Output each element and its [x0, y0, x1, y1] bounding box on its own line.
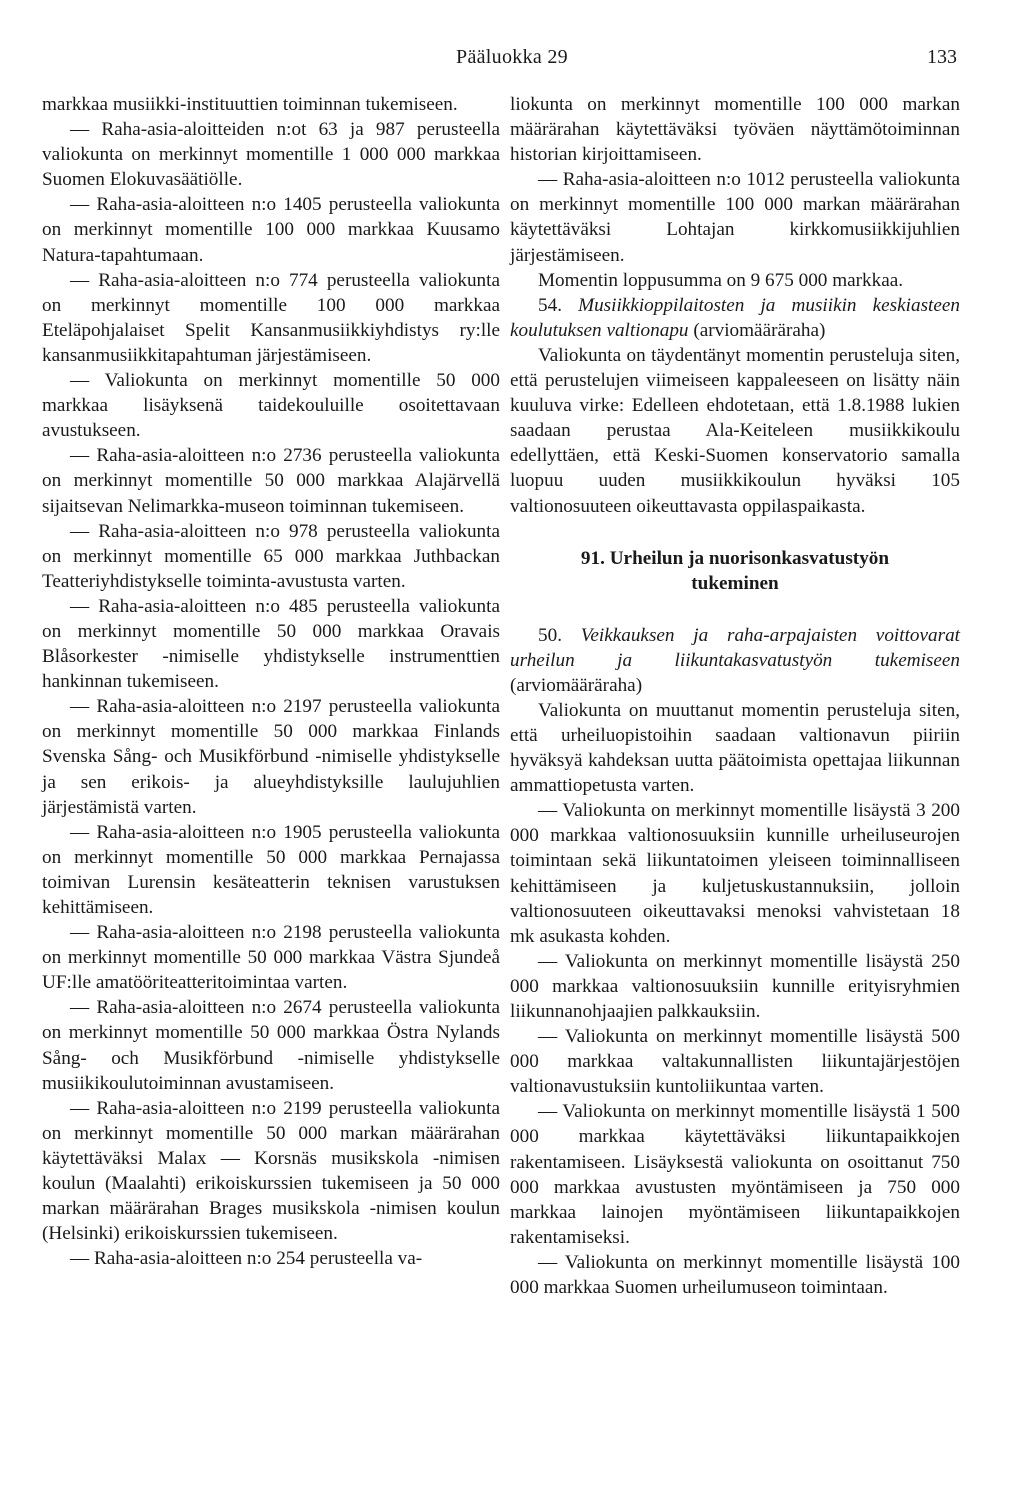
item-title: Musiikkioppilaitosten ja musiikin keskiasteen koulutuksen valtionapu: [510, 294, 960, 341]
right-column: [510, 92, 960, 1300]
item-number: 50.: [538, 624, 562, 646]
item-suffix: (arviomääräraha): [693, 319, 826, 341]
paragraph: — Valiokunta on merkinnyt momentille lisäystä 1 500 000 markkaa käytettäväksi liikuntapaikkojen rakentamiseen. Lisäyksestä valiokunta on osoittanut 750 000 markkaa avustusten myöntämiseen ja 750 000 markkaa lainojen myöntämiseen liikuntapaikkojen rakentamiseksi.: [510, 1101, 960, 1248]
paragraph: Valiokunta on täydentänyt momentin perusteluja siten, että perustelujen viimeiseen kappaleeseen on lisätty näin kuuluva virke: Edelleen ehdotetaan, että 1.8.1988 lukien saadaan perustaa Ala-Keiteleen musiikkikoulu edellyttäen, että Keski-Suomen konservatorio samalla luopuu uuden musiikkikoulun hyväksi 105 valtionosuuteen oikeuttavasta oppilaspaikasta.: [510, 344, 960, 517]
page-number: 133: [927, 46, 957, 68]
paragraph: — Valiokunta on merkinnyt momentille lisäystä 3 200 000 markkaa valtionosuuksiin kunnille urheiluseurojen toimintaan sekä liikuntatoimen yleiseen toiminnalliseen kehittämiseen ja kuljetuskustannuksiin, jolloin valtionosuuteen oikeuttavaksi menoksi vahvistetaan 18 mk asukasta kohden.: [510, 800, 960, 947]
paragraph: liokunta on merkinnyt momentille 100 000 markan määrärahan käytettäväksi työväen näyttämötoiminnan historian kirjoittamiseen.: [510, 94, 960, 166]
section-heading: 91. Urheilun ja nuorisonkasvatustyön tukeminen: [580, 547, 890, 594]
paragraph: — Valiokunta on merkinnyt momentille lisäystä 500 000 markkaa valtakunnallisten liikuntajärjestöjen valtionavustuksiin kuntoliikuntaa varten.: [510, 1026, 960, 1098]
left-column: [42, 92, 500, 1271]
paragraph: — Raha-asia-aloitteen n:o 485 perusteella valiokunta on merkinnyt momentille 50 000 markkaa Oravais Blåsorkester -nimiselle yhdistykselle instrumenttien hankinnan tukemiseen.: [42, 595, 500, 693]
paragraph: — Raha-asia-aloitteen n:o 1405 perusteella valiokunta on merkinnyt momentille 100 000 markkaa Kuusamo Natura-tapahtumaan.: [42, 194, 500, 266]
paragraph: — Valiokunta on merkinnyt momentille lisäystä 100 000 markkaa Suomen urheilumuseon toimintaan.: [510, 1251, 960, 1299]
running-header: [0, 46, 1024, 70]
paragraph: markkaa musiikki-instituuttien toiminnan tukemiseen.: [42, 94, 458, 115]
paragraph: Momentin loppusumma on 9 675 000 markkaa.: [538, 269, 904, 291]
paragraph: — Raha-asia-aloitteen n:o 2736 perusteella valiokunta on merkinnyt momentille 50 000 markkaa Alajärvellä sijaitsevan Nelimarkka-museon toiminnan tukemiseen.: [42, 445, 500, 517]
paragraph: — Raha-asia-aloitteen n:o 2674 perusteella valiokunta on merkinnyt momentille 50 000 markkaa Östra Nylands Sång- och Musikförbund -nimiselle yhdistykselle musiikikoulutoiminnan avustamiseen.: [42, 997, 500, 1094]
item-54-heading: [510, 293, 960, 343]
paragraph: — Raha-asia-aloitteen n:o 2198 perusteella valiokunta on merkinnyt momentille 50 000 markkaa Västra Sjundeå UF:lle amatööriteatteritoimintaa varten.: [42, 922, 500, 994]
paragraph: — Valiokunta on merkinnyt momentille 50 000 markkaa lisäyksenä taidekouluille osoitettavaan avustukseen.: [42, 370, 500, 442]
item-suffix: (arviomääräraha): [510, 674, 643, 696]
paragraph: — Raha-asia-aloitteen n:o 774 perusteella valiokunta on merkinnyt momentille 100 000 markkaa Eteläpohjalaiset Spelit Kansanmusiikkiyhdistys ry:lle kansanmusiikkitapahtuman järjestämiseen.: [42, 269, 500, 366]
paragraph: — Raha-asia-aloitteen n:o 978 perusteella valiokunta on merkinnyt momentille 65 000 markkaa Juthbackan Teatteriyhdistykselle toiminta-avustusta varten.: [42, 520, 500, 592]
paragraph: — Valiokunta on merkinnyt momentille lisäystä 250 000 markkaa valtionosuuksiin kunnille erityisryhmien liikunnanohjaajien palkkauksiin.: [510, 950, 960, 1022]
chapter-title: Pääluokka 29: [456, 46, 568, 68]
paragraph: — Raha-asia-aloitteiden n:ot 63 ja 987 perusteella valiokunta on merkinnyt momentille 1 000 000 markkaa Suomen Elokuvasäätiölle.: [42, 119, 500, 191]
item-title: Veikkauksen ja raha-arpajaisten voittovarat urheilun ja liikuntakasvatustyön tukemiseen: [510, 624, 960, 671]
paragraph: — Raha-asia-aloitteen n:o 2197 perusteella valiokunta on merkinnyt momentille 50 000 markkaa Finlands Svenska Sång- och Musikförbund -nimiselle yhdistykselle ja sen erikois- ja alueyhdistyksille laulujuhlien järjestämistä varten.: [42, 696, 500, 818]
paragraph: — Raha-asia-aloitteen n:o 254 perusteella va-: [70, 1248, 423, 1270]
item-number: 54.: [538, 294, 562, 316]
paragraph: — Raha-asia-aloitteen n:o 2199 perusteella valiokunta on merkinnyt momentille 50 000 markan määrärahan käytettäväksi Malax — Korsnäs musikskola -nimisen koulun (Maalahti) erikoiskurssien tukemiseen ja 50 000 markan määrärahan Brages musikskola -nimisen koulun (Helsinki) erikoiskurssien tukemiseen.: [42, 1097, 500, 1245]
item-50-heading: [510, 623, 960, 698]
paragraph: — Raha-asia-aloitteen n:o 1012 perusteella valiokunta on merkinnyt momentille 100 000 markan määrärahan käytettäväksi Lohtajan kirkkomusiikkijuhlien järjestämiseen.: [510, 169, 960, 266]
paragraph: — Raha-asia-aloitteen n:o 1905 perusteella valiokunta on merkinnyt momentille 50 000 markkaa Pernajassa toimivan Lurensin kesäteatterin teknisen varustuksen kehittämiseen.: [42, 821, 500, 918]
paragraph: Valiokunta on muuttanut momentin perusteluja siten, että urheiluopistoihin saadaan valtionavun piiriin hyväksyä kahdeksan uutta päätoimista opettajaa liikunnan ammattiopetusta varten.: [510, 699, 960, 797]
